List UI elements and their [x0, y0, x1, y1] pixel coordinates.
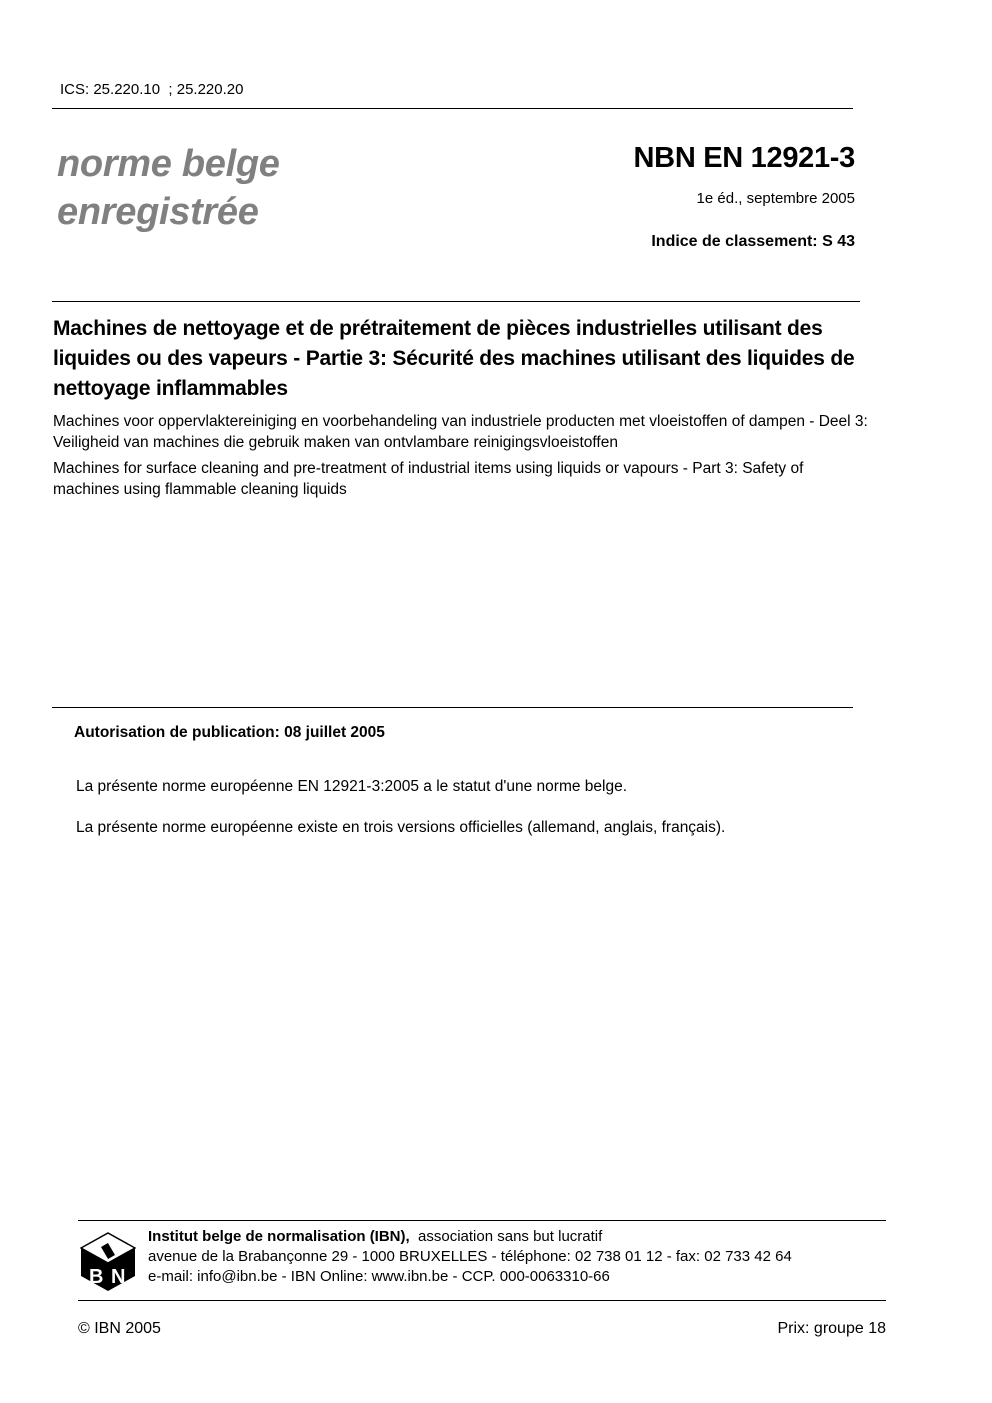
institute-top-divider — [78, 1220, 886, 1221]
edition-date: 1e éd., septembre 2005 — [696, 190, 855, 207]
institute-contact: e-mail: info@ibn.be - IBN Online: www.ibn.be - CCP. 000-0063310-66 — [148, 1268, 610, 1285]
publication-authorisation: Autorisation de publication: 08 juillet 2005 — [74, 724, 385, 741]
copyright: © IBN 2005 — [78, 1320, 161, 1337]
standard-number: NBN EN 12921-3 — [633, 142, 855, 174]
institute-bottom-divider — [78, 1300, 886, 1301]
svg-text:N: N — [111, 1266, 126, 1288]
institute-address: avenue de la Brabançonne 29 - 1000 BRUXELLES - téléphone: 02 738 01 12 - fax: 02 733 42 64 — [148, 1248, 792, 1265]
price-group: Prix: groupe 18 — [777, 1320, 886, 1337]
title-french: Machines de nettoyage et de prétraitement de pièces industrielles utilisant des liquides ou des vapeurs - Partie 3: Sécurité des machines utilisant des liquides de nettoyage inflammables — [53, 317, 855, 400]
title-english: Machines for surface cleaning and pre-treatment of industrial items using liquids or vapours - Part 3: Safety of machines using flammable cleaning liquids — [53, 460, 804, 498]
title-divider — [52, 301, 860, 302]
header-divider — [52, 108, 853, 109]
versions-paragraph: La présente norme européenne existe en trois versions officielles (allemand, anglais, français). — [76, 819, 726, 836]
institute-name: Institut belge de normalisation (IBN), — [148, 1228, 410, 1245]
ics-codes: ICS: 25.220.10 ; 25.220.20 — [60, 81, 244, 98]
brand-label — [57, 140, 280, 236]
ibn-logo-icon — [80, 1232, 136, 1292]
institute-name-line — [148, 1228, 602, 1245]
status-paragraph: La présente norme européenne EN 12921-3:2005 a le statut d'une norme belge. — [76, 778, 628, 795]
svg-text:B: B — [89, 1266, 104, 1288]
brand-line-1: norme belge — [57, 143, 280, 185]
institute-status: association sans but lucratif — [409, 1228, 603, 1245]
publication-divider — [52, 707, 853, 708]
classification-index: Indice de classement: S 43 — [651, 233, 855, 250]
brand-line-2: enregistrée — [57, 191, 259, 233]
title-dutch: Machines voor oppervlaktereiniging en voorbehandeling van industriele producten met vloeistoffen of dampen - Deel 3: Veiligheid van machines die gebruik maken van ontvlambare reinigingsvloeistoffen — [53, 413, 868, 451]
